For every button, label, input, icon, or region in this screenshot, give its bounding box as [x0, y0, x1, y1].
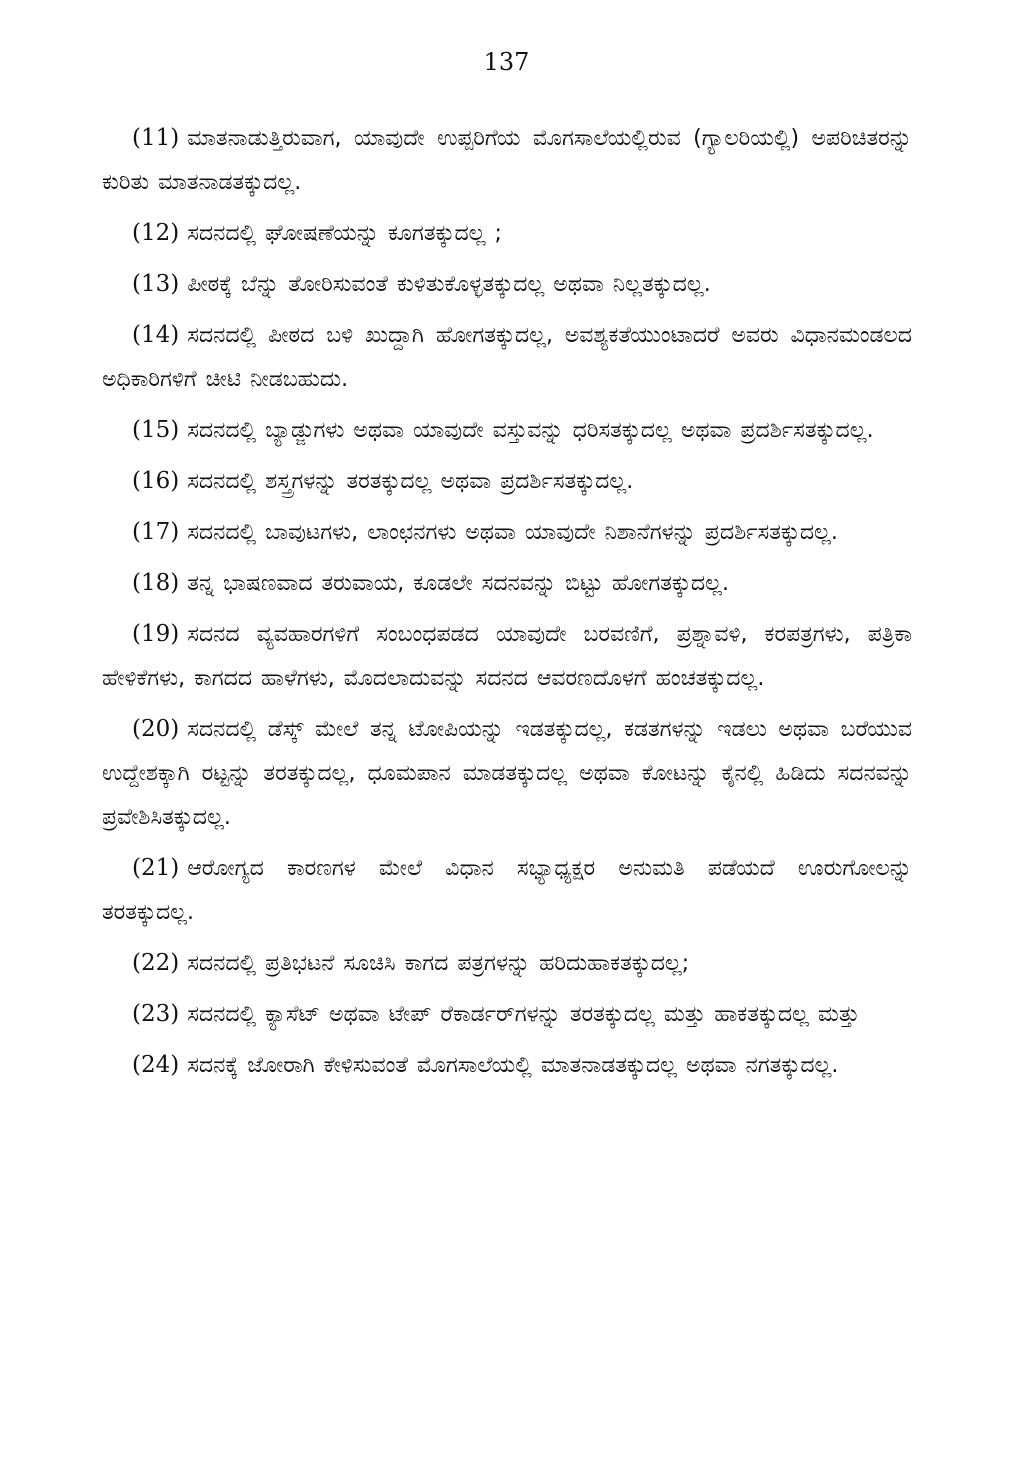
rule-paragraph	[102, 846, 912, 935]
rule-number: (11)	[132, 125, 180, 151]
rule-paragraph	[102, 1043, 912, 1088]
rule-number: (15)	[132, 417, 180, 443]
rule-text: ತನ್ನ ಭಾಷಣವಾದ ತರುವಾಯ, ಕೂಡಲೇ ಸದನವನ್ನು ಬಿಟ್ಟು ಹೋಗತಕ್ಕುದಲ್ಲ.	[187, 571, 729, 596]
rule-text: ಮಾತನಾಡುತ್ತಿರುವಾಗ, ಯಾವುದೇ ಉಪ್ಪರಿಗೆಯ ಮೊಗಸಾಲೆಯಲ್ಲಿರುವ (ಗ್ಯಾಲರಿಯಲ್ಲಿ) ಅಪರಿಚಿತರನ್ನು ಕುರಿತು ಮಾತನಾಡತಕ್ಕುದಲ್ಲ.	[102, 126, 912, 195]
rule-text: ಸದನದಲ್ಲಿ ಬ್ಯಾಡ್ಜುಗಳು ಅಥವಾ ಯಾವುದೇ ವಸ್ತುವನ್ನು ಧರಿಸತಕ್ಕುದಲ್ಲ ಅಥವಾ ಪ್ರದರ್ಶಿಸತಕ್ಕುದಲ್ಲ.	[187, 418, 874, 443]
rule-paragraph	[102, 992, 912, 1037]
rule-paragraph	[102, 561, 912, 606]
rule-text: ಸದನದಲ್ಲಿ ಘೋಷಣೆಯನ್ನು ಕೂಗತಕ್ಕುದಲ್ಲ ;	[187, 221, 502, 246]
rule-paragraph	[102, 211, 912, 256]
rule-number: (18)	[132, 570, 180, 596]
rule-text: ಆರೋಗ್ಯದ ಕಾರಣಗಳ ಮೇಲೆ ವಿಧಾನ ಸಭ್ಯಾಧ್ಯಕ್ಷರ ಅನುಮತಿ ಪಡೆಯದೆ ಊರುಗೋಲನ್ನು ತರತಕ್ಕುದಲ್ಲ.	[102, 856, 912, 925]
rule-number: (21)	[132, 855, 180, 881]
rule-text: ಸದನದ ವ್ಯವಹಾರಗಳಿಗೆ ಸಂಬಂಧಪಡದ ಯಾವುದೇ ಬರವಣಿಗೆ, ಪ್ರಶ್ನಾವಳಿ, ಕರಪತ್ರಗಳು, ಪತ್ರಿಕಾ ಹೇಳಿಕೆಗಳು, ಕಾಗದದ ಹಾಳೆಗಳು, ಮೊದಲಾದುವನ್ನು ಸದನದ ಆವರಣದೊಳಗೆ ಹಂಚತಕ್ಕುದಲ್ಲ.	[102, 622, 912, 691]
rule-number: (13)	[132, 271, 180, 297]
rule-paragraph	[102, 262, 912, 307]
rule-text: ಸದನಕ್ಕೆ ಜೋರಾಗಿ ಕೇಳಿಸುವಂತೆ ಮೊಗಸಾಲೆಯಲ್ಲಿ ಮಾತನಾಡತಕ್ಕುದಲ್ಲ ಅಥವಾ ನಗತಕ್ಕುದಲ್ಲ.	[187, 1053, 839, 1078]
rule-number: (14)	[132, 322, 180, 348]
rule-number: (19)	[132, 621, 180, 647]
page-number: 137	[483, 48, 530, 76]
rule-number: (16)	[132, 468, 180, 494]
rules-list	[102, 116, 912, 1094]
rule-number: (24)	[132, 1052, 180, 1078]
rule-paragraph	[102, 408, 912, 453]
rule-text: ಸದನದಲ್ಲಿ ಶಸ್ತ್ರಗಳನ್ನು ತರತಕ್ಕುದಲ್ಲ ಅಥವಾ ಪ್ರದರ್ಶಿಸತಕ್ಕುದಲ್ಲ.	[187, 469, 634, 494]
rule-paragraph	[102, 313, 912, 402]
rule-paragraph	[102, 612, 912, 701]
rule-paragraph	[102, 510, 912, 555]
rule-number: (17)	[132, 519, 180, 545]
rule-paragraph	[102, 459, 912, 504]
rule-text: ಸದನದಲ್ಲಿ ಕ್ಯಾಸೆಟ್ ಅಥವಾ ಟೇಪ್ ರೆಕಾರ್ಡರ್‌ಗಳನ್ನು ತರತಕ್ಕುದಲ್ಲ ಮತ್ತು ಹಾಕತಕ್ಕುದಲ್ಲ ಮತ್ತು	[187, 1002, 860, 1027]
rule-text: ಪೀಠಕ್ಕೆ ಬೆನ್ನು ತೋರಿಸುವಂತೆ ಕುಳಿತುಕೊಳ್ಳತಕ್ಕುದಲ್ಲ ಅಥವಾ ನಿಲ್ಲತಕ್ಕುದಲ್ಲ.	[187, 272, 711, 297]
rule-text: ಸದನದಲ್ಲಿ ಡೆಸ್ಕ್ ಮೇಲೆ ತನ್ನ ಟೋಪಿಯನ್ನು ಇಡತಕ್ಕುದಲ್ಲ, ಕಡತಗಳನ್ನು ಇಡಲು ಅಥವಾ ಬರೆಯುವ ಉದ್ದೇಶಕ್ಕಾಗಿ ರಟ್ಟನ್ನು ತರತಕ್ಕುದಲ್ಲ, ಧೂಮಪಾನ ಮಾಡತಕ್ಕುದಲ್ಲ ಅಥವಾ ಕೋಟನ್ನು ಕೈನಲ್ಲಿ ಹಿಡಿದು ಸದನವನ್ನು ಪ್ರವೇಶಿಸಿತಕ್ಕುದಲ್ಲ.	[102, 717, 912, 830]
rule-text: ಸದನದಲ್ಲಿ ಪ್ರತಿಭಟನೆ ಸೂಚಿಸಿ ಕಾಗದ ಪತ್ರಗಳನ್ನು ಹರಿದುಹಾಕತಕ್ಕುದಲ್ಲ;	[187, 951, 690, 976]
rule-number: (23)	[132, 1001, 180, 1027]
rule-number: (22)	[132, 950, 180, 976]
rule-paragraph	[102, 707, 912, 840]
rule-text: ಸದನದಲ್ಲಿ ಬಾವುಟಗಳು, ಲಾಂಛನಗಳು ಅಥವಾ ಯಾವುದೇ ನಿಶಾನೆಗಳನ್ನು ಪ್ರದರ್ಶಿಸತಕ್ಕುದಲ್ಲ.	[187, 520, 838, 545]
rule-text: ಸದನದಲ್ಲಿ ಪೀಠದ ಬಳಿ ಖುದ್ದಾಗಿ ಹೋಗತಕ್ಕುದಲ್ಲ, ಅವಶ್ಯಕತೆಯುಂಟಾದರೆ ಅವರು ವಿಧಾನಮಂಡಲದ ಅಧಿಕಾರಿಗಳಿಗೆ ಚೀಟಿ ನೀಡಬಹುದು.	[102, 323, 912, 392]
rule-paragraph	[102, 941, 912, 986]
rule-paragraph	[102, 116, 912, 205]
rule-number: (20)	[132, 716, 180, 742]
rule-number: (12)	[132, 220, 180, 246]
